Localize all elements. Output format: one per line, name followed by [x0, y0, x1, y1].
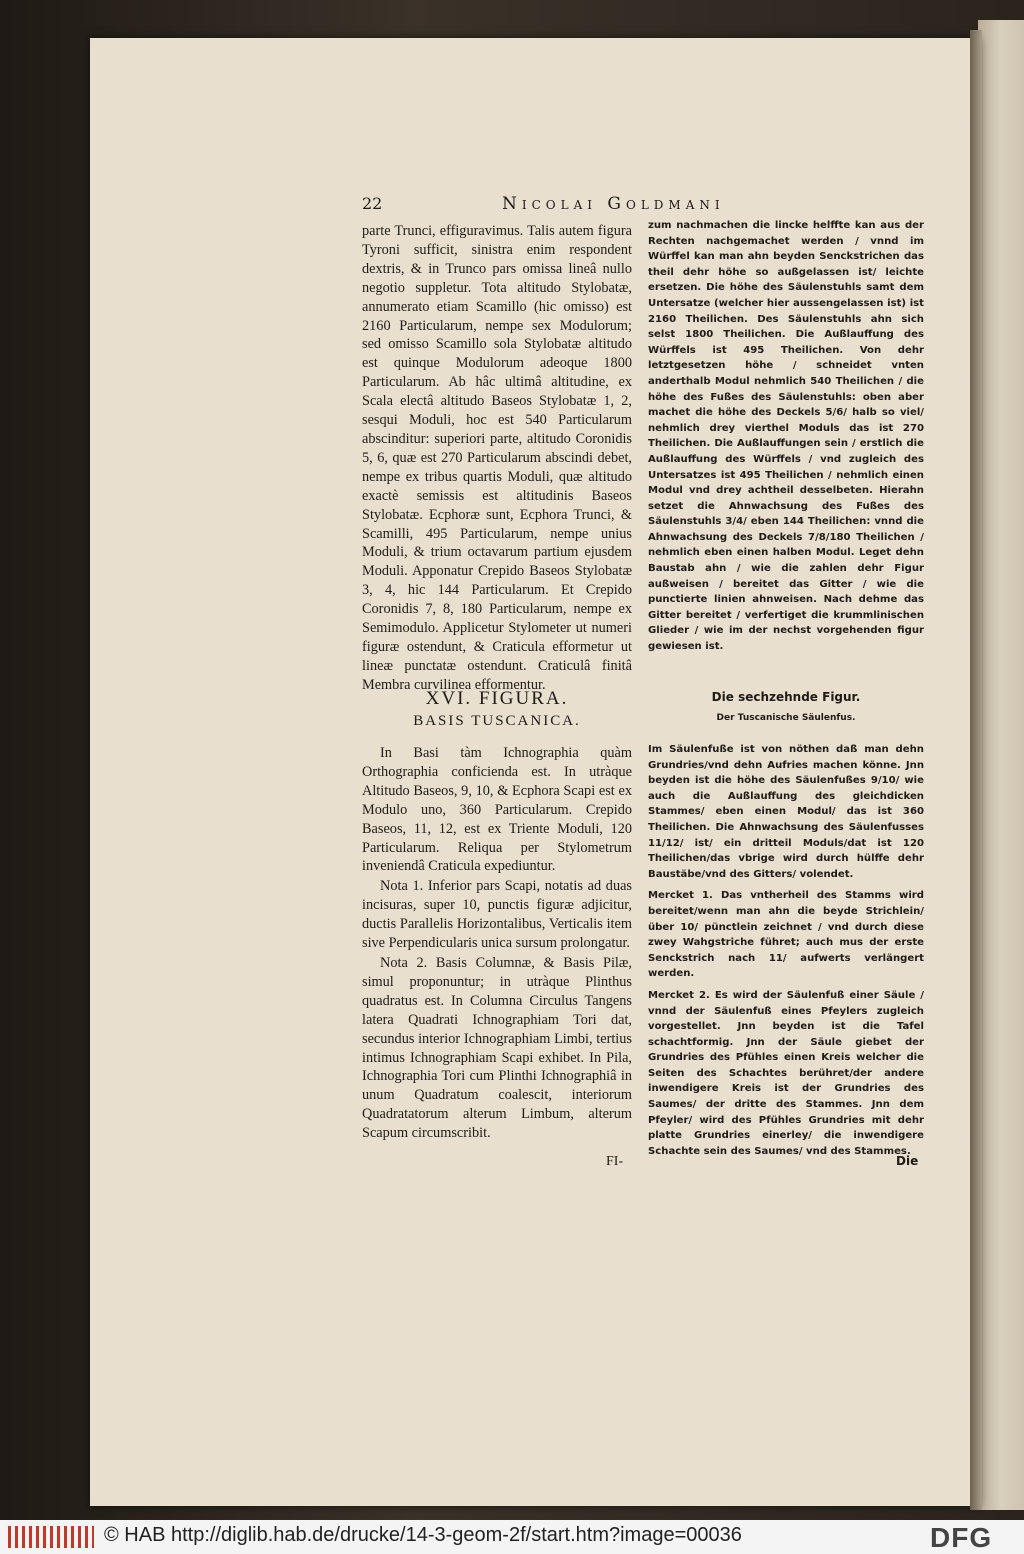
- dfg-logo: DFG: [930, 1522, 993, 1553]
- german-section-heading: [648, 688, 924, 730]
- german-section-body: [648, 742, 924, 1165]
- latin-section-heading: [362, 688, 632, 732]
- footer-bar: [0, 1520, 1024, 1554]
- german-section-subtitle: Der Tuscanische Säulenfus.: [716, 713, 856, 723]
- page-header: [362, 194, 934, 220]
- source-url[interactable]: © HAB http://diglib.hab.de/drucke/14-3-geom-2f/start.htm?image=00036: [104, 1524, 742, 1546]
- german-section-paragraph: Im Säulenfuße ist von nöthen daß man dehn Grundries/vnd dehn Aufries machen könne. Jnn beyden ist die höhe des Säulenfußes 9/10/ wie auch die Außlauffung des gleichdicken Stammes/ eben einen Modul/ das ist 360 Theilichen. Die Ahnwachsung des Säulenfusses 11/12/ ist/ ein dritteil Moduls/dat ist 120 Theilichen/das vbrige wird durch hülffe dehr Baustäbe/vnd des Gitters/ volendet.: [648, 744, 924, 880]
- latin-section-subtitle: BASIS TUSCANICA.: [413, 713, 581, 729]
- german-note-1: Mercket 1. Das vntherheil des Stamms wird bereitet/wenn man ahn die beyde Strichlein/ über 10/ pünctlein zeichnet / vnd durch diese zwey Wahgstriche führet; auch mus der erste Senckstrich nach 11/ aufwerts verlängert werden.: [648, 890, 924, 980]
- latin-paragraph: parte Trunci, effiguravimus. Talis autem figura Tyroni sufficit, sinistra enim respondent dextris, & in Trunco pars omissa lineâ nullo negotio suppletur. Tota altitudo Stylobatæ, annumerato etiam Scamillo (hic omisso) est 2160 Particularum, nempe sex Modulorum; sed omisso Scamillo sola Stylobatæ altitudo est quinque Modulorum adeoque 1800 Particularum. Ab hâc ultimâ altitudine, ex Scala electâ altitudo Baseos Stylobatæ 1, 2, sesqui Moduli, hoc est 540 Particularum abscinditur: superiori parte, altitudo Coronidis 5, 6, quæ est 270 Particularum abscindi debet, nempe ex tribus quartis Moduli, quæ altitudo exactè semissis est altitudinis Baseos Stylobatæ. Ecphoræ sunt, Ecphora Trunci, & Scamilli, 495 Particularum, nempe unius Moduli, & trium octavarum partium ejusdem Moduli. Apponatur Crepido Baseos Stylobatæ 3, 4, hic 144 Particularum. Et Crepido Coronidis 7, 8, 180 Particularum, nempe ex Semimodulo. Applicetur Stylometer ut numeri figuræ ostendunt, & Craticula efformetur ut lineæ punctatæ ostendunt. Craticulâ finitâ Membra curvilinea efformentur.: [362, 223, 632, 693]
- latin-catchword: FI-: [606, 1154, 624, 1169]
- german-section-title: Die sechzehnde Figur.: [711, 690, 861, 704]
- running-title: Nicolai Goldmani: [502, 194, 725, 214]
- german-catchword: Die: [896, 1154, 919, 1168]
- latin-column-top: [362, 222, 632, 695]
- latin-section-body: [362, 744, 632, 1144]
- page-fold-shadow: [970, 30, 982, 1510]
- latin-note-2: Nota 2. Basis Columnæ, & Basis Pilæ, simul proponuntur; in utràque Plinthus quadratus est. In Columna Circulus Tangens latera Quadrati Ichnographiam Tori dat, secundus interior Ichnographiam Limbi, tertius intimus Ichnographiam Scapi exhibet. In Pila, Ichnographia Tori cum Plinthi Ichnographiâ in unum Quadratum coalescit, interiorum Quadratatorum alterum Limbum, alterum Scapum circumscribit.: [362, 954, 632, 1142]
- german-paragraph: zum nachmachen die lincke helffte kan aus der Rechten nachgemachet werden / vnnd im Würffel kan man ahn beyden Senckstrichen das theil dehr höhe so außgelassen ist/ leichte ersetzen. Die höhe des Säulenstuhls samt dem Untersatze (welcher hier aussengelassen ist) ist 2160 Theilichen. Des Säulenstuhls ahn sich selst 1800 Theilichen. Die Außlauffung des Würffels ist 495 Theilichen. Von dehr letztgesetzen höhe / schneidet vnten anderthalb Modul nehmlich 540 Theilichen / die höhe des Fußes des Säulenstuhls: oben aber machet die höhe des Deckels 5/6/ halb so viel/ nehmlich drey vierthel Moduls das ist 270 Theilichen. Die Außlauffungen sein / erstlich die Außlauffung des Würffels / vnd zugleich des Untersatzes ist 495 Theilichen / nehmlich einen Modul vnd drey achtheil desselbeten. Hierahn setzet die Ahnwachsung des Fußes des Säulenstuhls 3/4/ eben 144 Theilichen: vnnd die Ahnwachsung des Deckels 7/8/180 Theilichen / nehmlich eben einen halben Modul. Leget dehn Baustab ahn / wie die zahlen dehr Figur außweisen / bereitet das Gitter / wie die punctierte linien ahnweisen. Nach dehme das Gitter bereitet / verfertiget die krummlinischen Glieder / wie im der nechst vorgehenden figur gewiesen ist.: [648, 220, 924, 653]
- german-note-2: Mercket 2. Es wird der Säulenfuß einer Säule / vnnd der Säulenfuß eines Pfeylers zugleich vorgestellet. Jnn beyden ist die Tafel schachtformig. Jnn der Säule giebet der Grundries des Pfühles einen Kreis welcher die Seiten des Schachtes berühret/der andere inwendigere Kreis ist der Grundries des Saumes/ der dritte des Stammes. Jnn dem Pfeyler/ wird des Pfühles Grundries mit dehr platte Grundries einerley/ die inwendigere Schachte sein des Saumes/ vnd des Stammes.: [648, 989, 924, 1157]
- facing-page-edge: [978, 20, 1024, 1510]
- barcode-icon: [8, 1526, 94, 1548]
- page-number: 22: [362, 194, 383, 213]
- latin-section-paragraph: In Basi tàm Ichnographia quàm Orthographia conficienda est. In utràque Altitudo Baseos, 9, 10, & Ecphora Scapi est ex Modulo uno, 360 Particularum. Crepido Baseos, 11, 12, est ex Triente Moduli, 120 Particularum. Reliqua per Stylometrum inveniendâ Craticula expediuntur.: [362, 745, 632, 875]
- latin-note-1: Nota 1. Inferior pars Scapi, notatis ad duas incisuras, super 10, punctis figuræ adjicitur, ductis Parallelis Horizontalibus, Verticalis item sive Perpendicularis unica sursum prolongatur.: [362, 878, 632, 952]
- latin-section-title: XVI. FIGURA.: [425, 688, 569, 709]
- german-column-top: [648, 218, 924, 655]
